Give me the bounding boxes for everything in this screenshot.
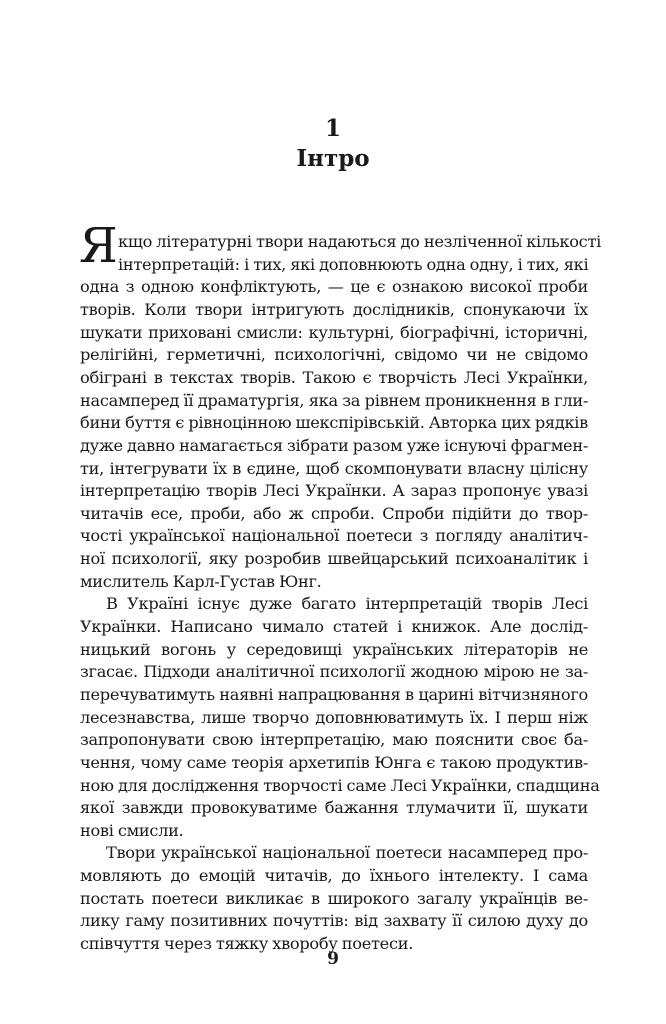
text-line: мовляють до емоцій читачів, до їхнього інтелекту. І сама [80, 866, 588, 886]
text-line: інтерпретацій: і тих, які доповнюють одна одну, і тих, які [118, 254, 589, 274]
text-line: лику гаму позитивних почуттів: від захвату її силою духу до [80, 911, 588, 931]
text-line: ницький вогонь у середовищі українських літераторів не [80, 639, 588, 659]
text-line: В Україні існує дуже багато інтерпретацій творів Лесі [106, 594, 588, 614]
text-line: перечуватимуть наявні напрацювання в царині вітчизняного [80, 684, 588, 704]
text-line: кщо літературні твори надаються до незліченної кількості [118, 232, 601, 251]
text-line: бини буття є рівноцінною шекспірівській. Авторка цих рядків [80, 413, 588, 433]
text-line: лесезнавства, лише творчо доповнюватимуть їх. І перш ніж [80, 707, 588, 727]
text-line: чення, чому саме теорія архетипів Юнга є такою продуктив- [80, 752, 588, 772]
chapter-title: Інтро [296, 145, 370, 172]
text-line: дуже давно намагається зібрати разом уже існуючі фрагмен- [80, 435, 588, 455]
text-line: запропонувати свою інтерпретацію, маю пояснити своє ба- [80, 730, 588, 750]
text-line: релігійні, герметичні, психологічні, свідомо чи не свідомо [80, 345, 588, 365]
text-line: інтерпретацію творів Лесі Українки. А зараз пропонує увазі [80, 481, 588, 501]
text-line: чості української національної поетеси з погляду аналітич- [80, 526, 588, 546]
text-line: мислитель Карл-Густав Юнг. [80, 571, 322, 591]
text-line: Твори української національної поетеси насамперед про- [106, 843, 588, 863]
text-line: одна з одною конфліктують, — це є ознакою високої проби [80, 277, 588, 297]
text-line: ти, інтегрувати їх в єдине, щоб скомпонувати власну цілісну [80, 458, 588, 478]
text-line: ної психології, яку розробив швейцарський психоаналітик і [80, 549, 588, 568]
page-number: 9 [327, 949, 339, 969]
text-line: Українки. Написано чимало статей і книжок. Але дослід- [80, 617, 588, 636]
drop-cap: Я [79, 218, 118, 274]
text-line: насамперед її драматургія, яка за рівнем проникнення в гли- [80, 390, 588, 410]
text-line: творів. Коли твори інтригують дослідників, спонукаючи їх [80, 299, 588, 319]
text-line: нові смисли. [80, 820, 184, 840]
chapter-number: 1 [324, 115, 341, 142]
text-line: шукати приховані смисли: культурні, біографічні, історичні, [80, 322, 588, 342]
text-line: постать поетеси викликає в широкого загалу українців ве- [80, 888, 588, 908]
text-line: співчуття через тяжку хворобу поетеси. [80, 934, 414, 953]
text-line: якої завжди провокуватиме бажання тлумачити її, шукати [80, 798, 588, 818]
text-line: обіграні в текстах творів. Такою є творчість Лесі Українки, [80, 367, 588, 387]
text-line: ною для дослідження творчості саме Лесі Українки, спадщина [80, 775, 600, 795]
text-line: згасає. Підходи аналітичної психології жодною мірою не за- [80, 662, 588, 682]
text-line: читачів есе, проби, або ж спроби. Спроби підійти до твор- [80, 503, 588, 523]
